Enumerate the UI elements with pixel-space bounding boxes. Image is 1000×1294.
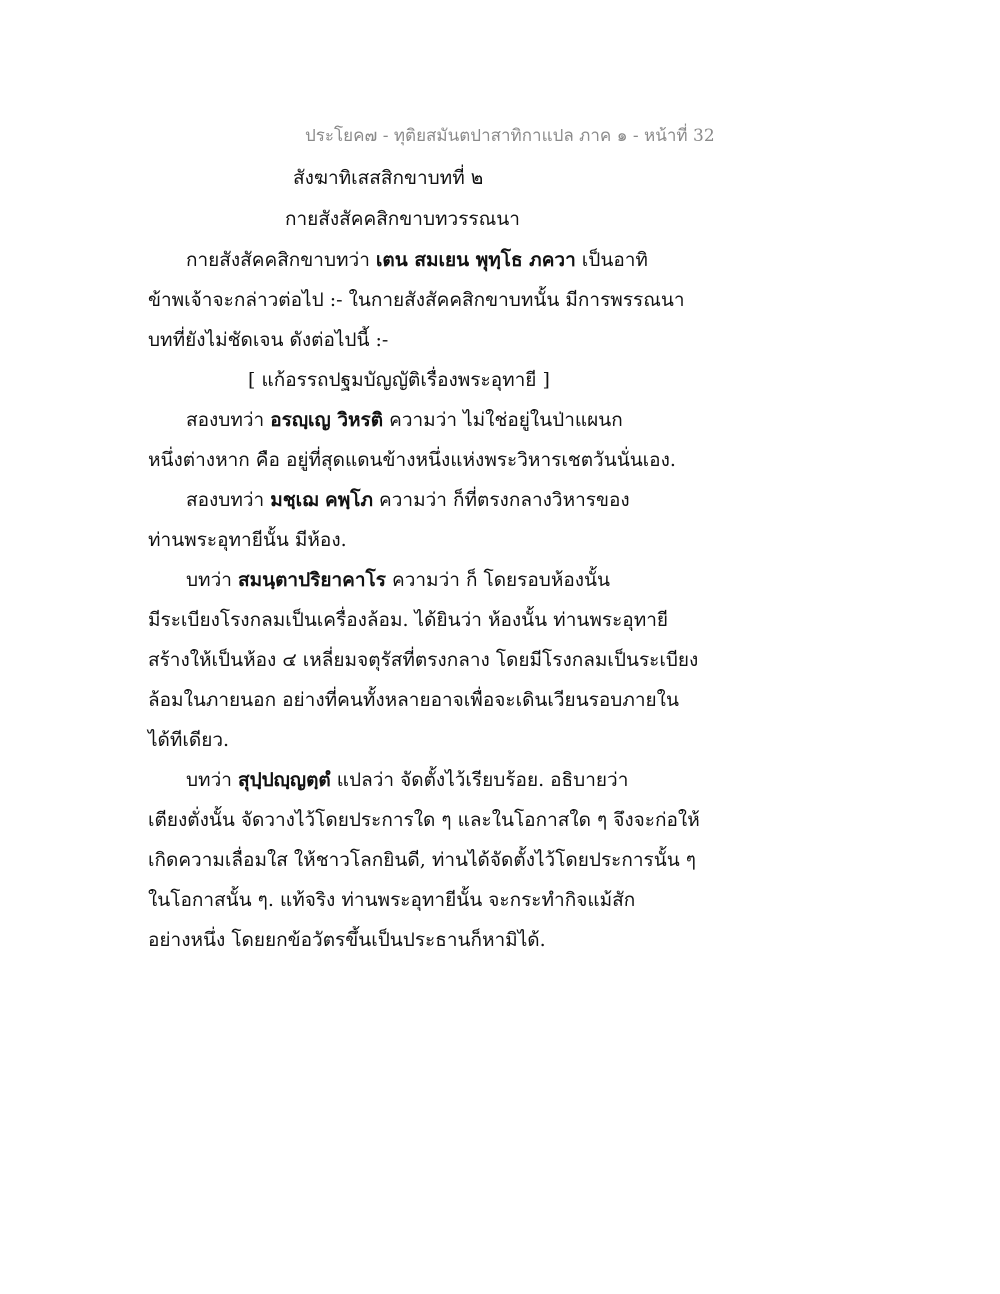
paragraph-line: ได้ทีเดียว. [148,729,230,751]
text-run: บทว่า [186,769,238,791]
paragraph-line: เตียงตั่งนั้น จัดวางไว้โดยประการใด ๆ และในโอกาสใด ๆ จึงจะก่อให้ [148,809,700,831]
paragraph-line [148,240,708,280]
paragraph-line: ในโอกาสนั้น ๆ. แท้จริง ท่านพระอุทายีนั้น จะกระทำกิจแม้สัก [148,889,636,911]
section-title: สังฆาทิเสสสิกขาบทที่ ๒ [293,167,484,189]
paragraph-line [148,760,708,800]
paragraph-line: เกิดความเลื่อมใส ให้ชาวโลกยินดี, ท่านได้จัดตั้งไว้โดยประการนั้น ๆ [148,849,696,871]
text-run: กายสังสัคคสิกขาบทว่า [186,249,376,271]
paragraph-line: ข้าพเจ้าจะกล่าวต่อไป :- ในกายสังสัคคสิกขาบทนั้น มีการพรรณนา [148,289,685,311]
running-header: ประโยค๗ - ทุติยสมันตปาสาทิกาแปล ภาค ๑ - หน้าที่ 32 [305,126,715,146]
paragraph-line: อย่างหนึ่ง โดยยกข้อวัตรขึ้นเป็นประธานก็หามิได้. [148,929,546,951]
text-run: บทว่า [186,569,238,591]
text-run: ความว่า ก็ โดยรอบห้องนั้น [385,569,611,591]
pali-term: มชฺเฌ คพฺโภ [270,489,373,511]
paragraph-line: ท่านพระอุทายีนั้น มีห้อง. [148,529,347,551]
paragraph-line: มีระเบียงโรงกลมเป็นเครื่องล้อม. ได้ยินว่า ห้องนั้น ท่านพระอุทายี [148,609,669,631]
paragraph-line [148,400,708,440]
pali-term: สมนฺตาปริยาคาโร [237,569,386,591]
text-run: ความว่า ก็ที่ตรงกลางวิหารของ [372,489,630,511]
text-run: เป็นอาทิ [575,249,648,271]
text-run: สองบทว่า [186,409,271,431]
text-run: ความว่า ไม่ใช่อยู่ในป่าแผนก [383,409,623,431]
paragraph-line [148,480,708,520]
pali-term: เตน สมเยน พุทฺโธ ภควา [375,249,576,271]
paragraph-line: สร้างให้เป็นห้อง ๔ เหลี่ยมจตุรัสที่ตรงกลาง โดยมีโรงกลมเป็นระเบียง [148,649,699,671]
paragraph-line: ล้อมในภายนอก อย่างที่คนทั้งหลายอาจเพื่อจะเดินเวียนรอบภายใน [148,689,679,711]
pali-term: สุปฺปญฺญตฺตํ [237,769,331,791]
text-run: สองบทว่า [186,489,271,511]
document-body [148,240,708,960]
sub-heading: [ แก้อรรถปฐมบัญญัติเรื่องพระอุทายี ] [248,369,550,391]
pali-term: อรญฺเญ วิหรติ [270,409,384,431]
paragraph-line: หนึ่งต่างหาก คือ อยู่ที่สุดแดนข้างหนึ่งแห่งพระวิหารเชตวันนั่นเอง. [148,449,676,471]
section-subtitle: กายสังสัคคสิกขาบทวรรณนา [285,208,520,230]
text-run: แปลว่า จัดตั้งไว้เรียบร้อย. อธิบายว่า [330,769,629,791]
paragraph-line [148,560,708,600]
paragraph-line: บทที่ยังไม่ชัดเจน ดังต่อไปนี้ :- [148,329,389,351]
